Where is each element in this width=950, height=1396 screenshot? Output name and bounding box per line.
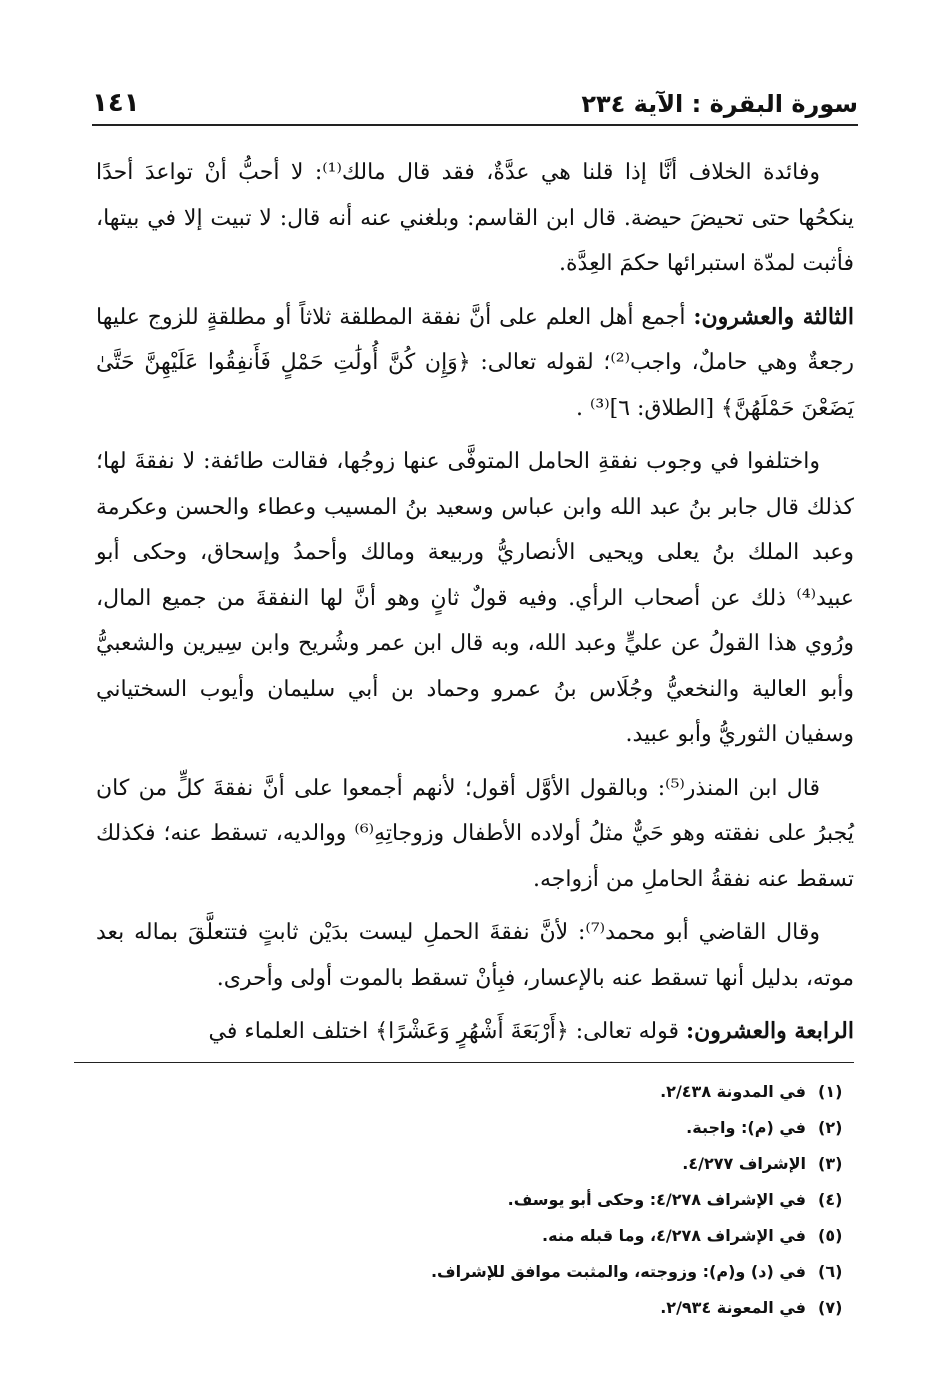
paragraph: وفائدة الخلاف أنَّا إذا قلنا هي عدَّةٌ، فقد قال مالك⁽¹⁾: لا أحبُّ أنْ تواعدَ أحدًا ينكحُها حتى تحيضَ حيضة. قال ابن القاسم: وبلغني عنه أنه قال: لا تبيت إلا في بيتها، فأثبت لمدّة استبرائها حكمَ العِدَّة.: [96, 160, 854, 276]
section-heading: الثالثة والعشرون:: [693, 303, 854, 330]
footnote: (٢) في (م): واجبة.: [686, 1118, 843, 1137]
main-text: [96, 150, 854, 1063]
chapter-title: سورة البقرة : الآية ٢٣٤: [581, 90, 858, 118]
header-rule: [92, 124, 858, 126]
section-heading: الرابعة والعشرون:: [686, 1018, 854, 1044]
footnote: (٦) في (د) و(م): وزوجته، والمثبت موافق للإشراف.: [430, 1262, 843, 1281]
paragraph: واختلفوا في وجوب نفقةِ الحامل المتوفَّى عنها زوجُها، فقالت طائفة: لا نفقةَ لها؛ كذلك قال جابر بنُ عبد الله وابن عباس وسعيد بنُ المسيب وعطاء والحسن وعكرمة وعبد الملك بنُ يعلى ويحيى الأنصاريُّ وربيعة ومالك وأحمدُ وإسحاق، وحكى أبو عبيد⁽⁴⁾ ذلك عن أصحاب الرأي. وفيه قولٌ ثانٍ وهو أنَّ لها النفقةَ من جميع المال، ورُوي هذا القولُ عن عليٍّ وعبد الله، وبه قال ابن عمر وشُريح وابن سِيرين والشعبيُّ وأبو العالية والنخعيُّ وجُلَاس بنُ عمرو وحماد بن أبي سليمان وأيوب السختياني وسفيان الثوريُّ وأبو عبيد.: [96, 449, 854, 747]
paragraph: الرابعة والعشرون: قوله تعالى: ﴿أَرْبَعَةَ أَشْهُرٍ وَعَشْرًا﴾ اختلف العلماء في: [208, 1018, 854, 1044]
paragraph: الثالثة والعشرون: أجمع أهل العلم على أنَّ نفقة المطلقة ثلاثاً أو مطلقةٍ للزوج عليها رجعةٌ وهي حاملٌ، واجب⁽²⁾؛ لقوله تعالى: ﴿وَإِن كُنَّ أُولَٰتِ حَمْلٍ فَأَنفِقُوا عَلَيْهِنَّ حَتَّىٰ يَضَعْنَ حَمْلَهُنَّ﴾ [الطلاق: ٦]⁽³⁾ .: [96, 303, 854, 421]
footnote: (٣) الإشراف ٤/٢٧٧.: [682, 1154, 843, 1173]
footnote: (٥) في الإشراف ٤/٢٧٨، وما قبله منه.: [542, 1226, 843, 1245]
page-number: ١٤١: [92, 88, 140, 118]
paragraph: وقال القاضي أبو محمد⁽⁷⁾: لأنَّ نفقةَ الحملِ ليست بدَيْن ثابتٍ فتتعلَّقَ بماله بعد موته، بدليل أنها تسقط عنه بالإعسار، فبِأنْ تسقط بالموت أولى وأحرى.: [96, 920, 854, 991]
paragraph: قال ابن المنذر⁽⁵⁾: وبالقول الأوَّل أقول؛ لأنهم أجمعوا على أنَّ نفقةَ كلٍّ من كان يُجبرُ على نفقته وهو حَيٌّ مثلُ أولاده الأطفال وزوجاتِهِ⁽⁶⁾ ووالديه، تسقط عنه؛ فكذلك تسقط عنه نفقةُ الحاملِ من أزواجه.: [96, 775, 855, 892]
footnotes: [96, 1074, 854, 1326]
footnote: (١) في المدونة ٢/٤٣٨.: [660, 1082, 843, 1101]
footnote-rule: [74, 1062, 854, 1063]
running-header: [92, 82, 858, 118]
footnote: (٧) في المعونة ٢/٩٣٤.: [660, 1298, 843, 1317]
footnote: (٤) في الإشراف ٤/٢٧٨: وحكى أبو يوسف.: [507, 1190, 843, 1209]
